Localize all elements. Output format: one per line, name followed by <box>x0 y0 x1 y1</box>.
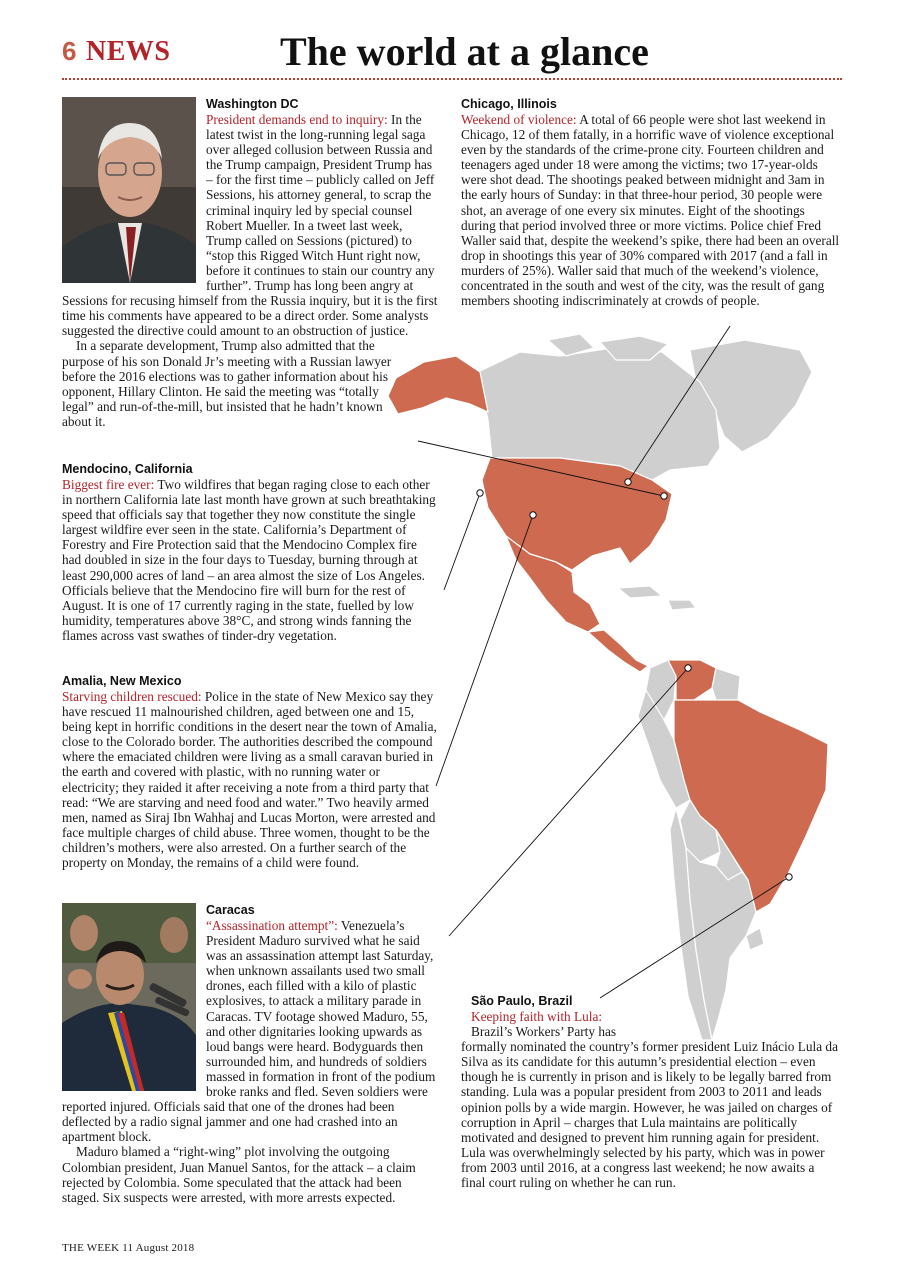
leader-mendocino <box>444 493 480 590</box>
page-title: The world at a glance <box>280 29 649 74</box>
marker-chicago <box>625 479 631 485</box>
body-saopaulo: Brazil’s Workers’ Party has formally nominated the country’s former president Luiz Inácio Lula da Silva as its candidate for this autumn’s presidential election – even though he is currently in prison and is likely to be legally barred from standing. Lula was a popular president from 2003 to 2011 and leads opinion polls by a wide margin. However, he was jailed on charges of corruption in April – charges that Lula maintains are politically motivated and designed to prevent him running again for president. Lula was overwhelmingly selected by his party, which was in power from 2003 until 2016, at a congress last weekend; he now awaits a final court ruling on whether he can run. <box>461 1024 838 1191</box>
section-label: NEWS <box>86 36 171 67</box>
footer <box>62 1242 194 1254</box>
body-amalia: Police in the state of New Mexico say they have rescued 11 malnourished children, aged between one and 15, being kept in horrific conditions in the desert near the town of Amalia, close to the Colorado border. The authorities described the compound where the emaciated children were living as a small caravan buried in the earth and covered with plastic, with no running water or electricity; they raided it after receiving a note from a third party that read: “We are starving and need food and water.” Two heavily armed men, named as Siraj Ibn Wahhaj and Lucas Morton, were arrested and face multiple charges of child abuse. Three women, thought to be the children’s mothers, were also arrested. On a further search of the property on Monday, the remains of a child were found. <box>62 689 437 871</box>
body-washington: In the latest twist in the long-running legal saga over alleged collusion between Russia and the Trump campaign, President Trump has – for the first time – publicly called on Jeff Sessions, his attorney general, to scrap the criminal inquiry led by special counsel Robert Mueller. In a tweet last week, Trump called on Sessions (pictured) to “stop this Rigged Witch Hunt right now, before it continues to stain our country any further”. Trump has long been angry at Sessions for recusing himself from the Russia inquiry, but it is the first time his comments have appeared to be a direct order. Some analysts suggested the directive could amount to an obstruction of justice. <box>62 112 438 339</box>
body-chicago: A total of 66 people were shot last weekend in Chicago, 12 of them fatally, in a horrific wave of violence exceptional even by the standards of the crime-prone city. Fourteen children and teenagers aged under 18 were among the victims; two 17-year-olds were shot dead. The shootings peaked between midnight and 3am in the early hours of Sunday: in that three-hour period, 30 people were shot, an average of one every six minutes. Eight of the shootings during that period involved three or more victims. Police chief Fred Waller said that, despite the weekend’s spike, there had been an overall drop in shootings this year of 30% compared with 2017 (and a fall in murders of 25%). Waller said that much of the weekend’s violence, concentrated in the south and west of the city, was the result of gang members shooting indiscriminately at crowds of people. <box>461 112 840 309</box>
map-caribbean <box>618 586 662 598</box>
location-amalia: Amalia, New Mexico <box>62 674 182 688</box>
headline-chicago: Weekend of violence: <box>461 112 577 127</box>
map-guianas <box>712 668 740 700</box>
body-caracas: Venezuela’s President Maduro survived what he said was an assassination attempt last Saturday, when unknown assailants used two small drones, each filled with a kilo of plastic explosives, to attack a military parade in Caracas. TV footage showed Maduro, 55, and other dignitaries looking upwards as loud bangs were heard. Bodyguards then surrounded him, and hundreds of soldiers massed in formation in front of the podium broke ranks and fled. Seven soldiers were reported injured. Officials said that one of the drones had been deflected by a radio signal jammer and one had crashed into an apartment block. <box>62 918 436 1145</box>
headline-mendocino: Biggest fire ever: <box>62 477 155 492</box>
location-washington: Washington DC <box>206 97 299 111</box>
location-saopaulo: São Paulo, Brazil <box>471 994 573 1008</box>
headline-washington: President demands end to inquiry: <box>206 112 388 127</box>
map-uruguay <box>746 928 764 950</box>
body-mendocino: Two wildfires that began raging close to each other in northern California late last month have grown at such breathtaking speed that officials say that together they now constitute the single largest wildfire ever seen in the state. California’s Department of Forestry and Fire Protection said that the Mendocino Complex fire had doubled in size in the four days to Tuesday, burning through at least 290,000 acres of land – an area almost the size of Los Angeles. Officials believe that the Mendocino fire will burn for the rest of August. It is one of 17 currently raging in the state, fuelled by low humidity, temperatures above 38°C, and strong winds fanning the flames across vast swathes of tinder-dry vegetation. <box>62 477 436 643</box>
marker-washington <box>661 493 667 499</box>
story-washington <box>62 97 440 429</box>
marker-caracas <box>685 665 691 671</box>
body2-caracas: Maduro blamed a “right-wing” plot involving the outgoing Colombian president, Juan Manuel Santos, for the attack – a claim rejected by Colombia. Some speculated that the attack had been staged. Six suspects were arrested, with more arrests expected. <box>62 1144 416 1205</box>
footer-date: 11 August 2018 <box>122 1242 195 1254</box>
marker-mendocino <box>477 490 483 496</box>
story-caracas <box>62 903 440 1205</box>
location-mendocino: Mendocino, California <box>62 462 193 476</box>
marker-amalia <box>530 512 536 518</box>
story-amalia <box>62 674 437 870</box>
leader-caracas <box>449 668 688 936</box>
location-chicago: Chicago, Illinois <box>461 97 557 111</box>
body2-washington: In a separate development, Trump also admitted that the purpose of his son Donald Jr’s meeting with a Russian lawyer before the 2016 elections was to gather information about his opponent, Hillary Clinton. He said the meeting was “totally legal” and run-of-the-mill, but insisted that he hadn’t known about it. <box>62 338 392 429</box>
map-central-america <box>588 630 648 672</box>
headline-amalia: Starving children rescued: <box>62 689 202 704</box>
story-mendocino <box>62 462 437 643</box>
photo-jeff-sessions <box>62 97 196 283</box>
location-caracas: Caracas <box>206 903 255 917</box>
marker-saopaulo <box>786 874 792 880</box>
leader-amalia <box>436 515 533 786</box>
footer-publication: THE WEEK <box>62 1242 120 1254</box>
headline-saopaulo: Keeping faith with Lula: <box>471 1009 603 1024</box>
page-number: 6 <box>62 36 77 66</box>
photo-maduro <box>62 903 196 1091</box>
story-saopaulo <box>461 994 841 1190</box>
story-chicago <box>461 97 841 308</box>
headline-caracas: “Assassination attempt”: <box>206 918 338 933</box>
